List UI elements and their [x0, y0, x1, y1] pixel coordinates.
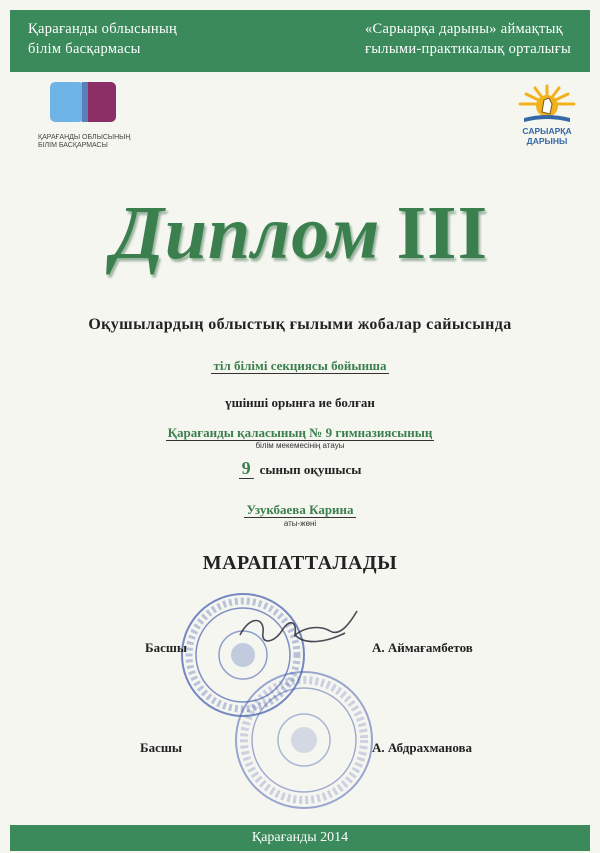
grade-line	[0, 458, 600, 479]
awarded-heading: МАРАПАТТАЛАДЫ	[202, 552, 398, 574]
round-stamp-2-icon	[232, 668, 377, 813]
signature-name-2: А. Абдрахманова	[372, 740, 473, 755]
right-logo-caption: САРЫАРҚА ДАРЫНЫ	[522, 126, 572, 146]
education-department-logo	[38, 80, 148, 152]
signature-role-1: Басшы	[145, 640, 187, 655]
left-logo-caption-line2: БІЛІМ БАСҚАРМАСЫ	[38, 142, 108, 149]
logo-squares-icon	[38, 80, 148, 134]
footer-band	[10, 825, 590, 851]
left-logo-caption	[38, 134, 130, 150]
sun-book-icon	[504, 84, 590, 126]
school-caption: білім мекемесінің атауы	[255, 441, 345, 450]
diploma-degree: III	[396, 191, 489, 275]
header-left	[28, 19, 177, 59]
header-right	[365, 19, 571, 59]
left-logo-caption-line1: ҚАРАҒАНДЫ ОБЛЫСЫНЫҢ	[38, 134, 131, 141]
diploma-title-word: Диплом	[111, 191, 381, 275]
school-line	[0, 425, 600, 441]
grade-number: 9	[239, 458, 254, 479]
signature-name-1: А. Аймағамбетов	[372, 640, 473, 655]
school-text: Қарағанды қаласының № 9 гимназиясының	[167, 425, 433, 440]
handwritten-signature-icon	[235, 605, 365, 655]
section-line	[0, 358, 600, 374]
header-left-line2: білім басқармасы	[28, 41, 141, 57]
place-line: үшінші орынға ие болған	[225, 395, 375, 410]
footer-text: Қарағанды 2014	[251, 830, 349, 845]
header-left-line1: Қарағанды облысының	[28, 21, 178, 37]
saryarka-daryny-logo	[504, 84, 590, 144]
section-text: тіл білімі секциясы бойынша	[213, 358, 387, 373]
grade-text: сынып оқушысы	[259, 462, 362, 477]
header-band	[10, 10, 590, 72]
competition-line: Оқушылардың облыстық ғылыми жобалар сайысында	[88, 316, 512, 333]
student-name: Узукбаева Карина	[246, 502, 354, 517]
student-caption: аты-жөні	[283, 519, 317, 528]
header-right-line2: ғылыми-практикалық орталығы	[365, 41, 572, 57]
diploma-title	[0, 190, 600, 277]
signature-role-2: Басшы	[140, 740, 182, 755]
student-line	[0, 502, 600, 518]
header-right-line1: «Сарыарқа дарыны» аймақтық	[365, 21, 563, 37]
